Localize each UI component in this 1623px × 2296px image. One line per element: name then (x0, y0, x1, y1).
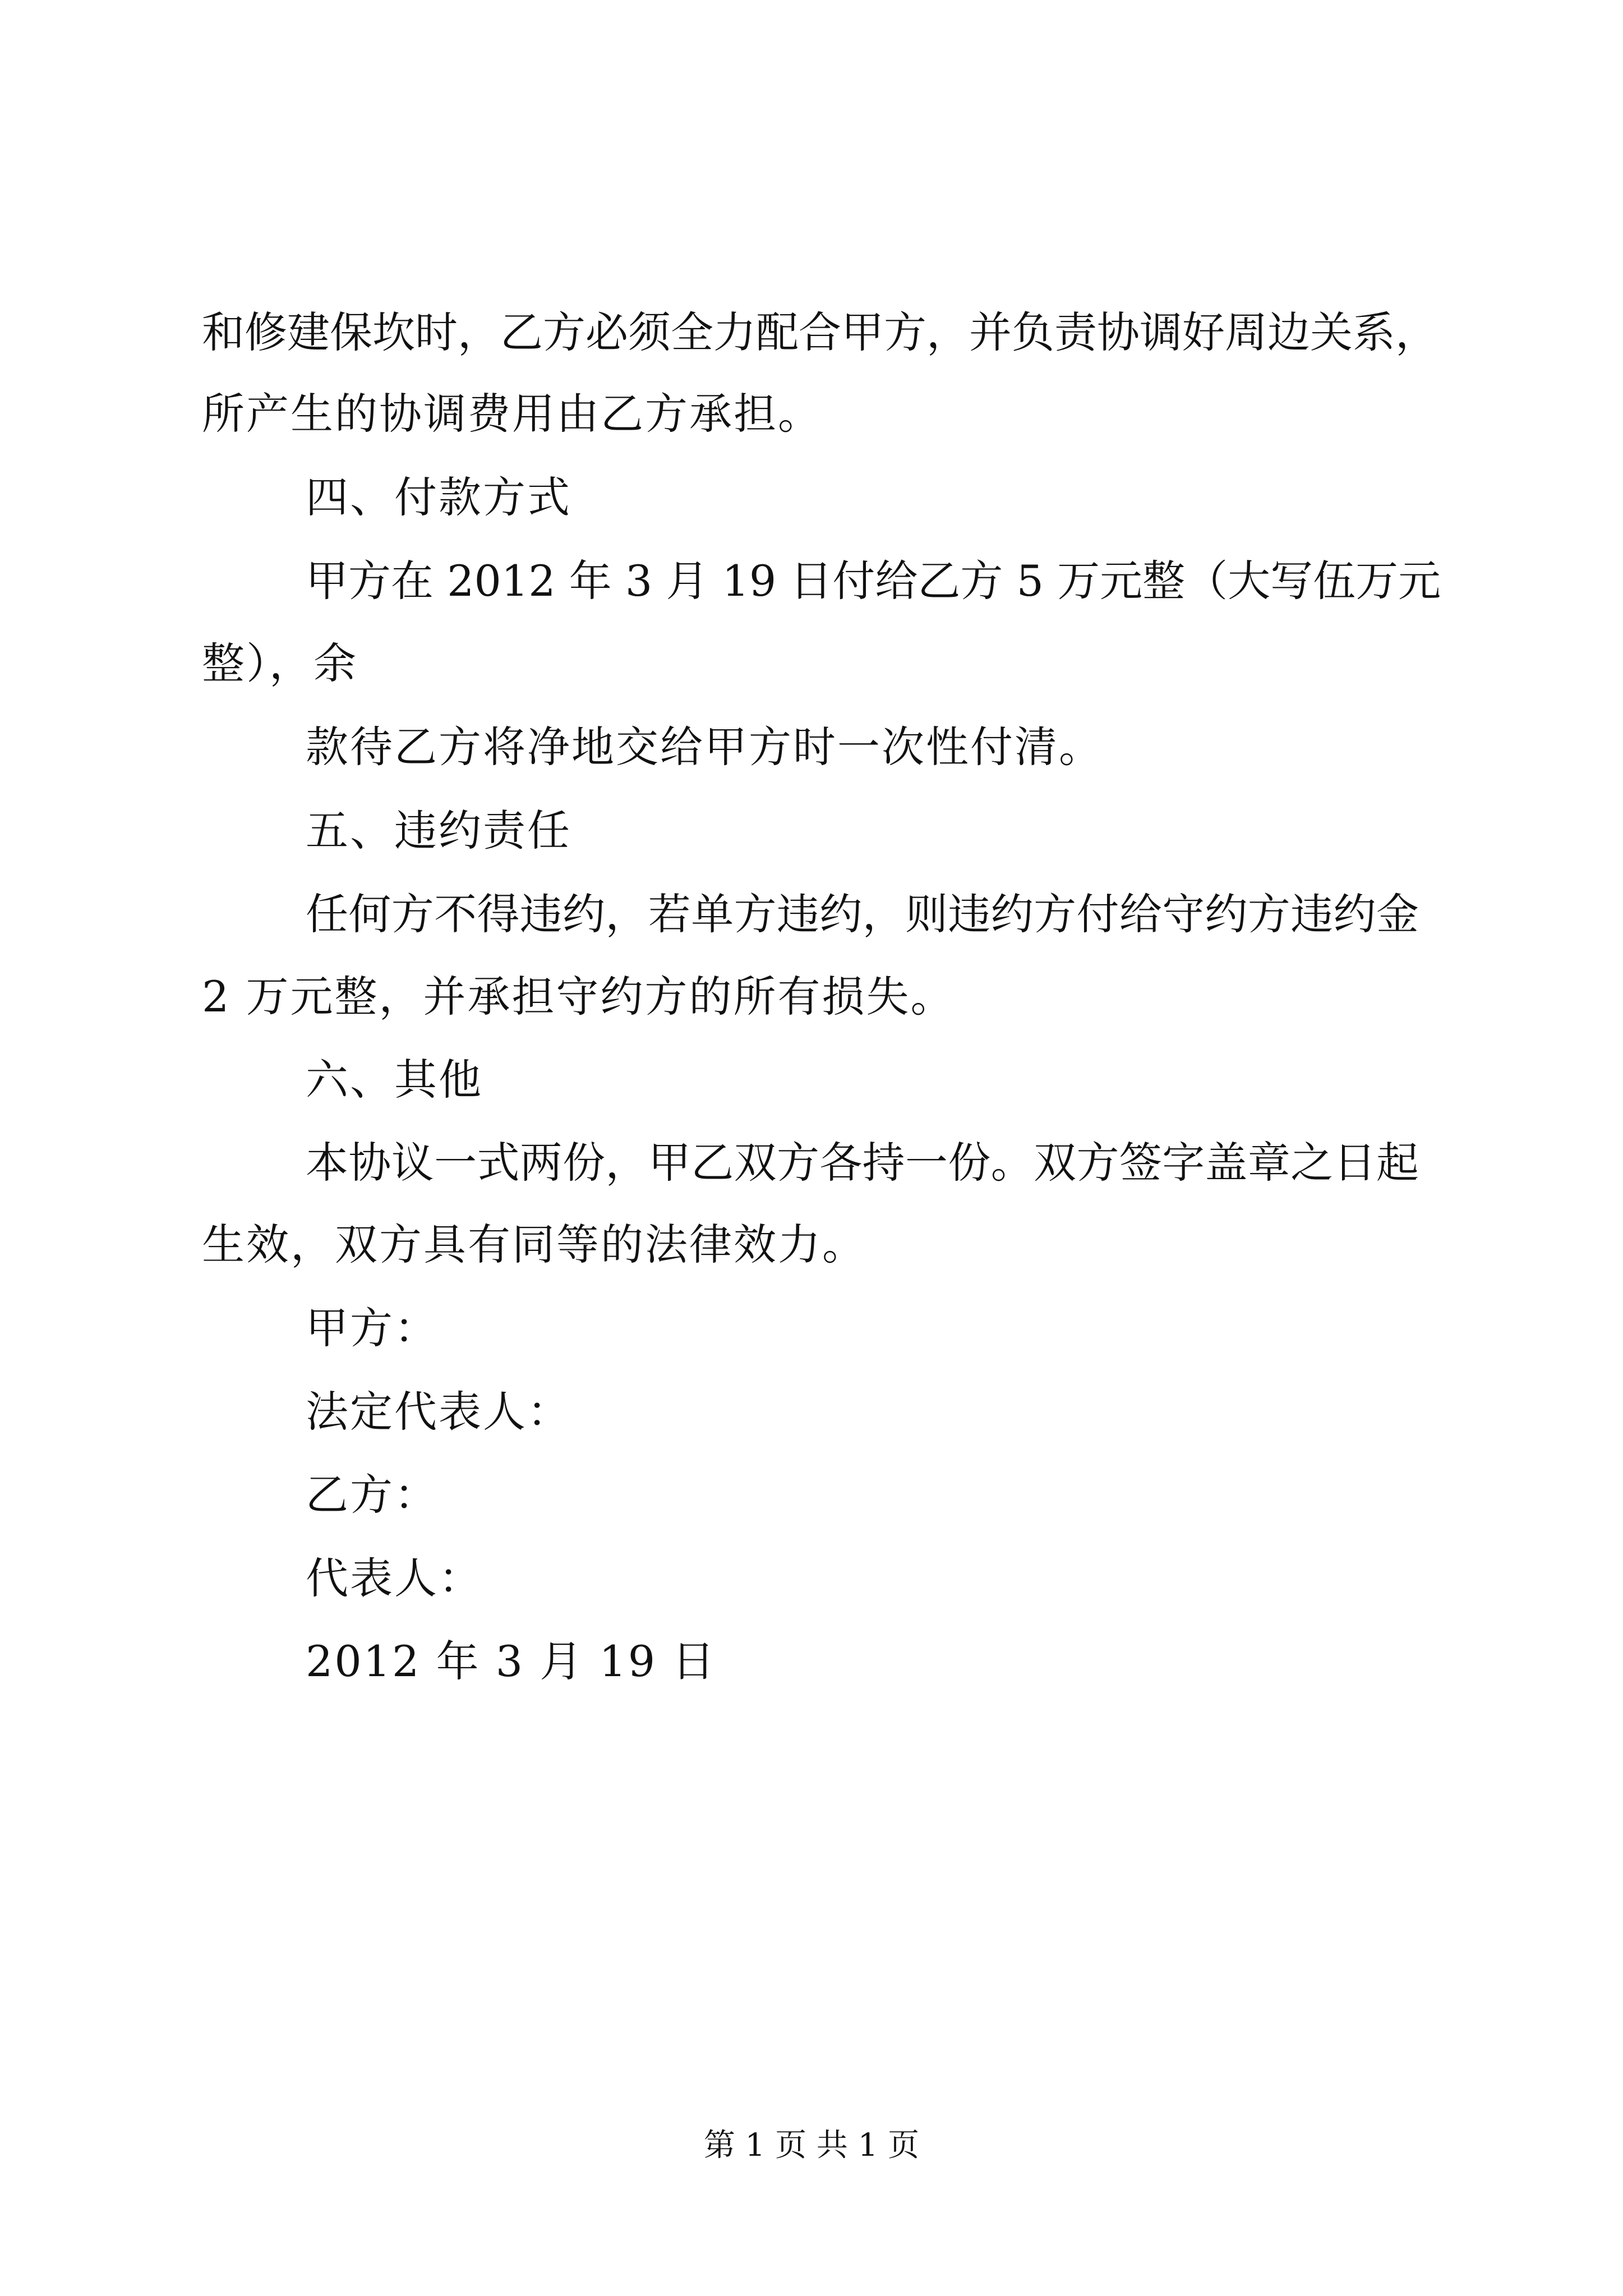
section-heading-payment: 四、付款方式 (306, 472, 571, 522)
page-number-footer: 第 1 页 共 1 页 (703, 2127, 920, 2164)
payment-paragraph-line-3: 款待乙方将净地交给甲方时一次性付清。 (306, 722, 1103, 772)
payment-paragraph-line-2: 整），余 (202, 638, 358, 688)
other-paragraph-line-2: 生效，双方具有同等的法律效力。 (202, 1220, 866, 1269)
breach-paragraph-line-1: 任何方不得违约，若单方违约，则违约方付给守约方违约金 (306, 889, 1419, 939)
other-paragraph-line-1: 本协议一式两份，甲乙双方各持一份。双方签字盖章之日起 (306, 1138, 1419, 1188)
party-a-label: 甲方： (306, 1303, 439, 1353)
representative-label: 代表人： (306, 1553, 483, 1603)
breach-paragraph-line-2: 2 万元整，并承担守约方的所有损失。 (202, 972, 955, 1022)
paragraph-line-continuation-2: 所产生的协调费用由乙方承担。 (202, 389, 822, 439)
party-b-label: 乙方： (306, 1470, 439, 1520)
signing-date: 2012 年 3 月 19 日 (306, 1636, 717, 1686)
section-heading-breach: 五、违约责任 (306, 806, 571, 855)
payment-paragraph-line-1: 甲方在 2012 年 3 月 19 日付给乙方 5 万元整（大写伍万元 (306, 556, 1441, 606)
paragraph-line-continuation-1: 和修建保坎时，乙方必须全力配合甲方，并负责协调好周边关系， (202, 307, 1438, 357)
legal-representative-label: 法定代表人： (306, 1387, 571, 1437)
section-heading-other: 六、其他 (306, 1055, 483, 1105)
